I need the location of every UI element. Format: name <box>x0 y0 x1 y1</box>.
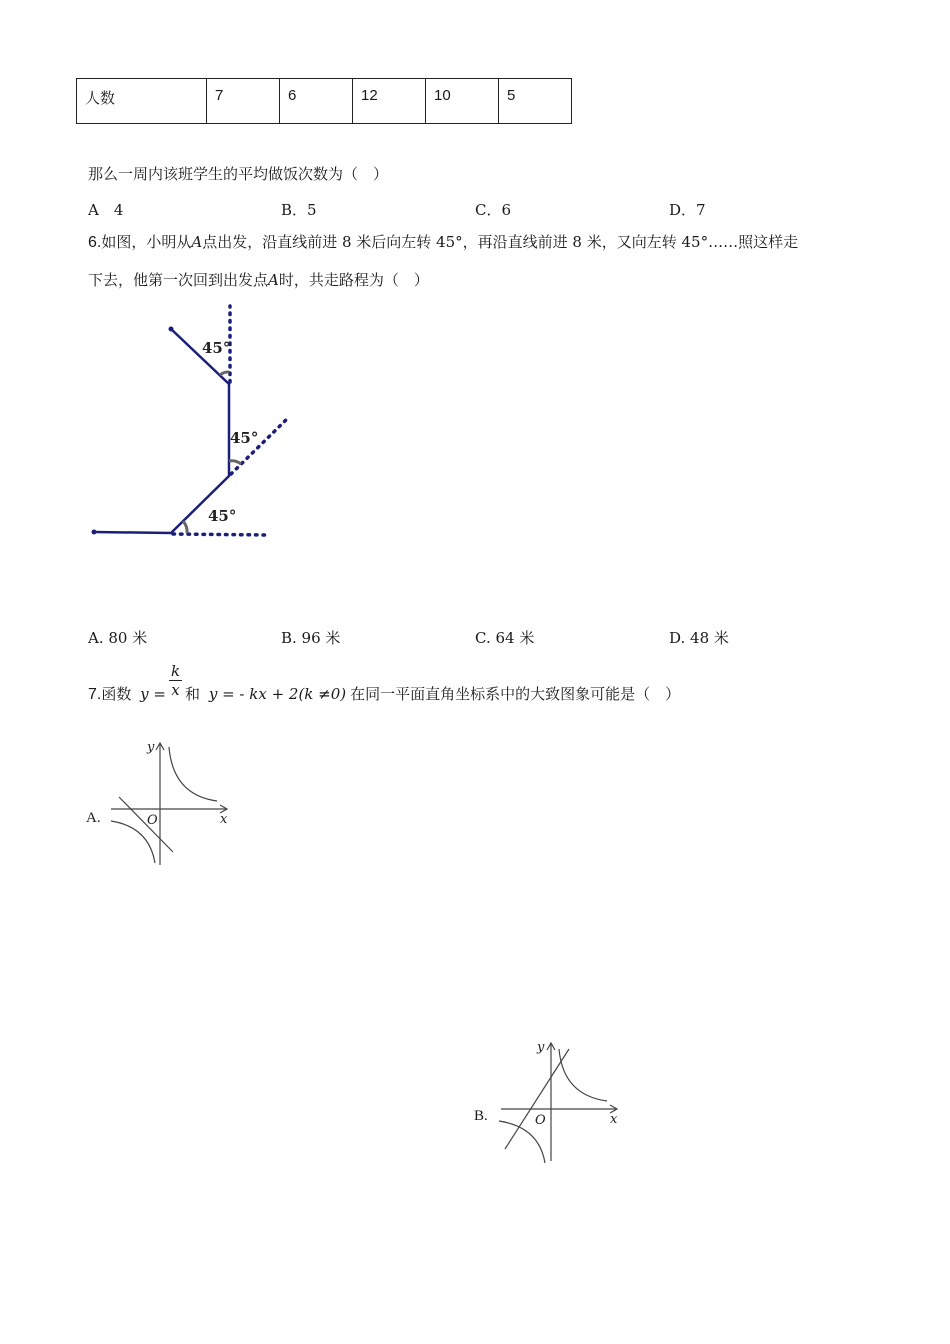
q6-stem-line2: 下去，他第一次回到出发点A时，共走路程为（ ） <box>88 271 429 289</box>
q6-option-a: A. 80 米 <box>88 629 148 647</box>
angle-label-1: 45° <box>208 507 237 525</box>
table-cell: 12 <box>353 79 426 124</box>
q7-number: 7. <box>88 685 102 703</box>
q7-option-b-label: B. <box>474 1108 488 1124</box>
q5-option-c: C．6 <box>475 201 512 219</box>
q7-func2: y = - kx + 2(k ≠0) <box>208 684 347 703</box>
q6-option-b: B. 96 米 <box>281 629 341 647</box>
y-axis-label: y <box>147 740 155 755</box>
origin-label: O <box>535 1113 546 1128</box>
q6-stem-line1: 6.如图，小明从A点出发，沿直线前进 8 米后向左转 45°，再沿直线前进 8 米，又向左转 45°……照这样走 <box>88 233 799 251</box>
path-endpoints <box>92 327 174 535</box>
table-cell: 7 <box>207 79 280 124</box>
y-axis-label: y <box>537 1040 545 1055</box>
q5-option-a: A 4 <box>88 201 124 219</box>
angle-label-2: 45° <box>230 429 259 447</box>
line-graph <box>505 1049 569 1149</box>
hyperbola-branch-1 <box>169 747 217 801</box>
x-axis-label: x <box>610 1112 618 1127</box>
point-a: A <box>191 233 203 251</box>
x-axis-label: x <box>220 812 228 827</box>
q5-option-b: B．5 <box>281 201 317 219</box>
q5-stem: 那么一周内该班学生的平均做饭次数为（ ） <box>88 165 389 183</box>
table-cell: 6 <box>280 79 353 124</box>
table-cell: 5 <box>499 79 572 124</box>
origin-label: O <box>147 813 158 828</box>
q6-option-d: D. 48 米 <box>669 629 729 647</box>
hyperbola-branch-1 <box>559 1049 607 1101</box>
walk-path <box>94 329 229 533</box>
q7-graph-b <box>497 1035 627 1170</box>
angle-label-3: 45° <box>202 339 231 357</box>
table-row <box>77 79 572 124</box>
q7-stem: 7.函数 y = $\frac{k}{x}$ 和 y = - kx + 2(k ≠0) 在同一平面直角坐标系中的大致图象可能是（ ） <box>88 662 681 703</box>
line-graph <box>119 797 173 852</box>
q7-graph-a <box>105 735 235 870</box>
q7-func1-lhs: y = <box>140 684 166 703</box>
table-cell: 10 <box>426 79 499 124</box>
q7-fraction: $\frac{k}{x}$ <box>170 662 181 699</box>
q6-option-c: C. 64 米 <box>475 629 535 647</box>
q7-option-a-label: A. <box>86 810 101 826</box>
q6-path-figure <box>80 300 310 550</box>
q5-option-d: D．7 <box>669 201 706 219</box>
extension-dotted-lines <box>173 306 289 535</box>
q6-number: 6. <box>88 234 102 251</box>
table-row-label: 人数 <box>77 79 207 124</box>
data-table <box>76 78 572 124</box>
